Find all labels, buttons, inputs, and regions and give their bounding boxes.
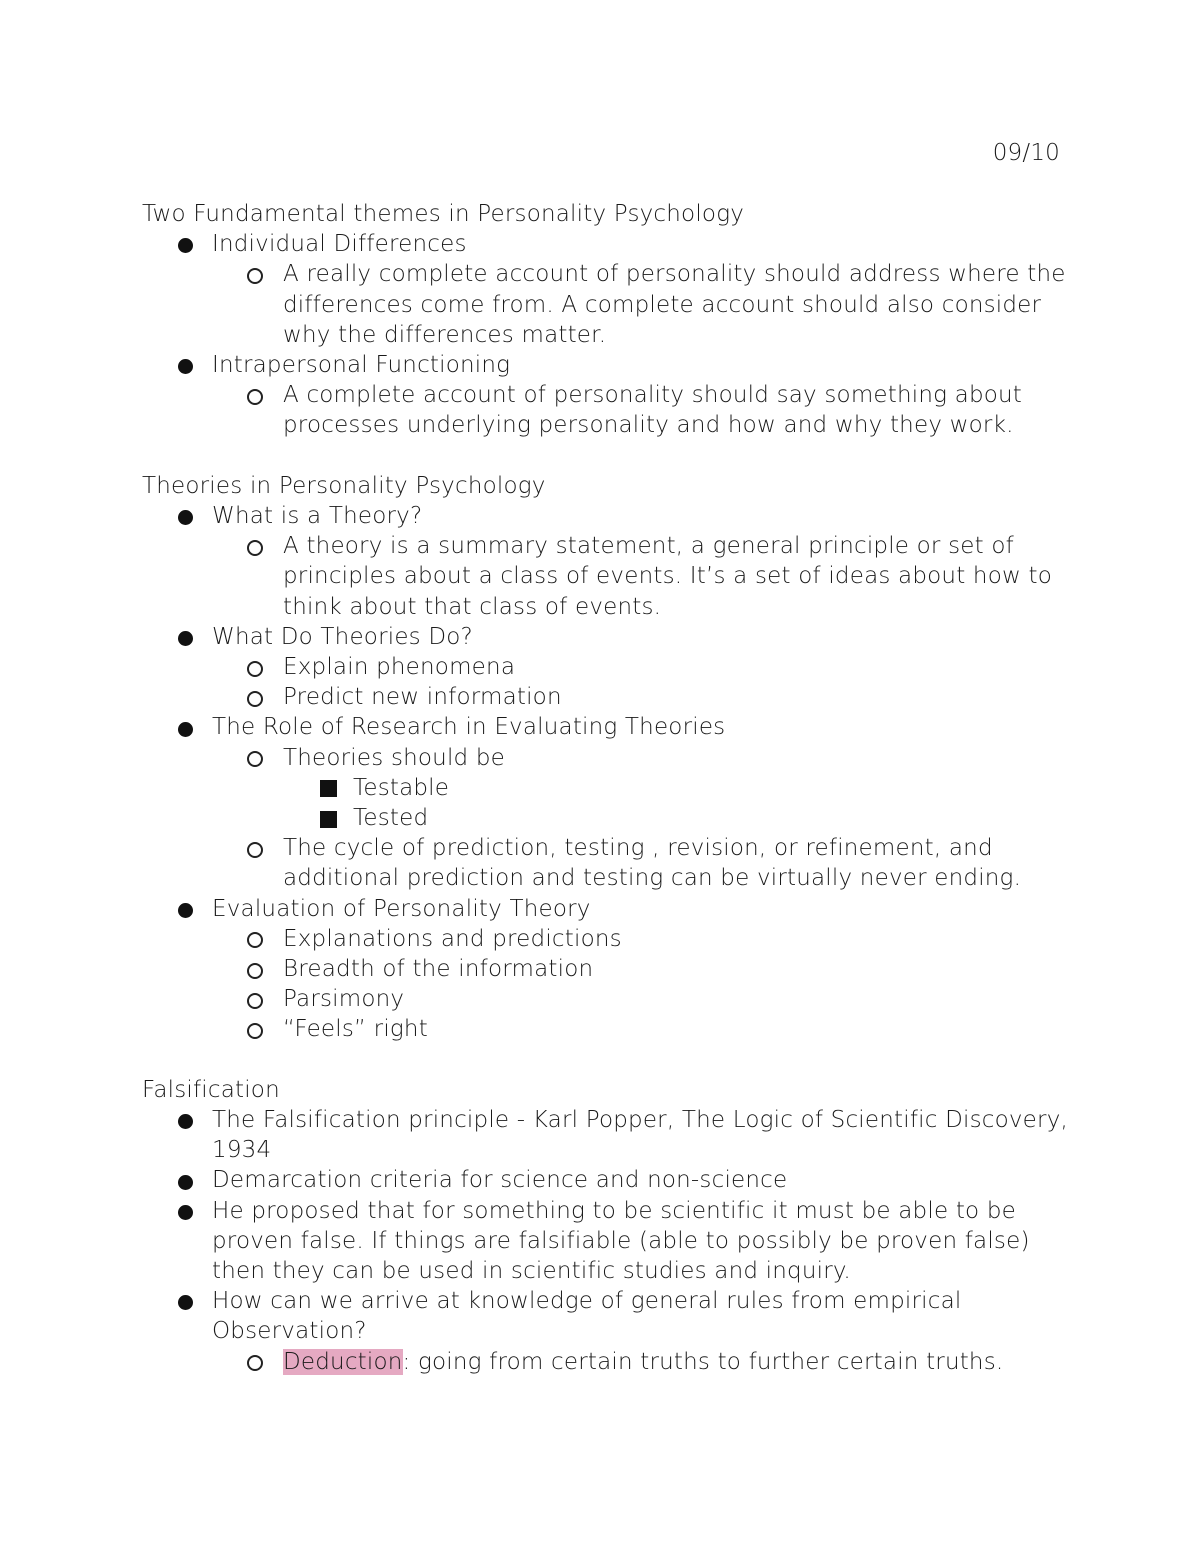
list-item <box>142 803 1072 833</box>
filled-bullet-icon <box>178 894 193 924</box>
filled-bullet-icon <box>178 622 193 652</box>
list-item-text: A theory is a summary statement, a general principle or set of principles about a class of events. It’s a set of ideas about how to think about that class of events. <box>283 533 1052 620</box>
list-item-text: The cycle of prediction, testing , revision, or refinement, and additional prediction and testing can be virtually never ending. <box>283 835 1022 892</box>
hollow-bullet-icon <box>247 924 263 954</box>
list-item <box>142 652 1072 682</box>
list-item-text: Testable <box>353 774 450 801</box>
hollow-bullet-icon <box>247 1347 263 1377</box>
list-item-text: Theories should be <box>283 744 505 771</box>
hollow-bullet-icon <box>247 1014 263 1044</box>
hollow-bullet-icon <box>247 682 263 712</box>
list-item-text: The Falsification principle - Karl Popper, The Logic of Scientific Discovery, 1934 <box>212 1107 1069 1164</box>
list-item <box>142 894 1072 924</box>
definition-text: : going from certain truths to further certain truths. <box>402 1348 1004 1375</box>
bullet-list <box>142 229 1072 440</box>
list-item <box>142 743 1072 773</box>
list-item <box>142 1286 1072 1346</box>
list-item-text: Explanations and predictions <box>283 925 622 952</box>
list-item <box>142 531 1072 622</box>
list-item-text: How can we arrive at knowledge of general rules from empirical Observation? <box>212 1288 962 1345</box>
list-item-text: Demarcation criteria for science and non-science <box>212 1167 788 1194</box>
filled-bullet-icon <box>178 229 193 259</box>
list-item-text: A really complete account of personality should address where the differences come from. A complete account should also consider why the differences matter. <box>283 261 1066 348</box>
hollow-bullet-icon <box>247 984 263 1014</box>
list-item-text: Predict new information <box>283 684 562 711</box>
note-content <box>142 199 1072 1377</box>
list-item <box>142 682 1072 712</box>
section-theories <box>142 471 1072 1045</box>
highlighted-term: Deduction <box>283 1348 403 1375</box>
filled-bullet-icon <box>178 1105 193 1135</box>
section-heading: Falsification <box>142 1076 280 1103</box>
section-heading: Theories in Personality Psychology <box>142 472 546 499</box>
list-item-text: Evaluation of Personality Theory <box>212 895 591 922</box>
list-item-text: The Role of Research in Evaluating Theories <box>212 714 726 741</box>
filled-bullet-icon <box>178 1286 193 1316</box>
list-item-text: What Do Theories Do? <box>212 623 473 650</box>
list-item <box>142 350 1072 380</box>
hollow-bullet-icon <box>247 652 263 682</box>
filled-bullet-icon <box>178 1165 193 1195</box>
square-bullet-icon <box>320 773 337 803</box>
hollow-bullet-icon <box>247 531 263 561</box>
list-item <box>142 380 1072 440</box>
list-item-text <box>283 1349 1003 1375</box>
list-item <box>142 622 1072 652</box>
square-bullet-icon <box>320 803 337 833</box>
hollow-bullet-icon <box>247 259 263 289</box>
list-item-text: Parsimony <box>283 986 405 1013</box>
list-item <box>142 954 1072 984</box>
list-item-text: Individual Differences <box>212 231 467 258</box>
list-item-text: Intrapersonal Functioning <box>212 352 511 379</box>
list-item-text: A complete account of personality should say something about processes underlying personality and how and why they work. <box>283 382 1023 439</box>
list-item <box>142 712 1072 742</box>
list-item <box>142 924 1072 954</box>
note-date: 09/10 <box>992 140 1060 166</box>
list-item-text: What is a Theory? <box>212 503 423 530</box>
list-item <box>142 259 1072 350</box>
hollow-bullet-icon <box>247 380 263 410</box>
list-item <box>142 833 1072 893</box>
section-heading: Two Fundamental themes in Personality Psychology <box>142 201 745 227</box>
list-item <box>142 773 1072 803</box>
hollow-bullet-icon <box>247 743 263 773</box>
list-item-text: Tested <box>353 805 429 832</box>
section-fundamental-themes <box>142 199 1072 441</box>
filled-bullet-icon <box>178 501 193 531</box>
list-item-text: Breadth of the information <box>283 956 594 983</box>
list-item <box>142 1105 1072 1165</box>
list-item <box>142 229 1072 259</box>
list-item <box>142 501 1072 531</box>
hollow-bullet-icon <box>247 954 263 984</box>
section-falsification <box>142 1075 1072 1377</box>
list-item <box>142 1347 1072 1377</box>
hollow-bullet-icon <box>247 833 263 863</box>
list-item-text: “Feels” right <box>283 1016 428 1043</box>
list-item <box>142 1165 1072 1195</box>
bullet-list <box>142 1105 1072 1377</box>
list-item <box>142 984 1072 1014</box>
list-item-text: Explain phenomena <box>283 654 516 681</box>
filled-bullet-icon <box>178 1196 193 1226</box>
filled-bullet-icon <box>178 350 193 380</box>
list-item <box>142 1196 1072 1287</box>
bullet-list <box>142 501 1072 1045</box>
filled-bullet-icon <box>178 712 193 742</box>
list-item <box>142 1014 1072 1044</box>
list-item-text: He proposed that for something to be scientific it must be able to be proven false. If things are falsifiable (able to possibly be proven false) then they can be used in scientific studies and inquiry. <box>212 1197 1030 1285</box>
